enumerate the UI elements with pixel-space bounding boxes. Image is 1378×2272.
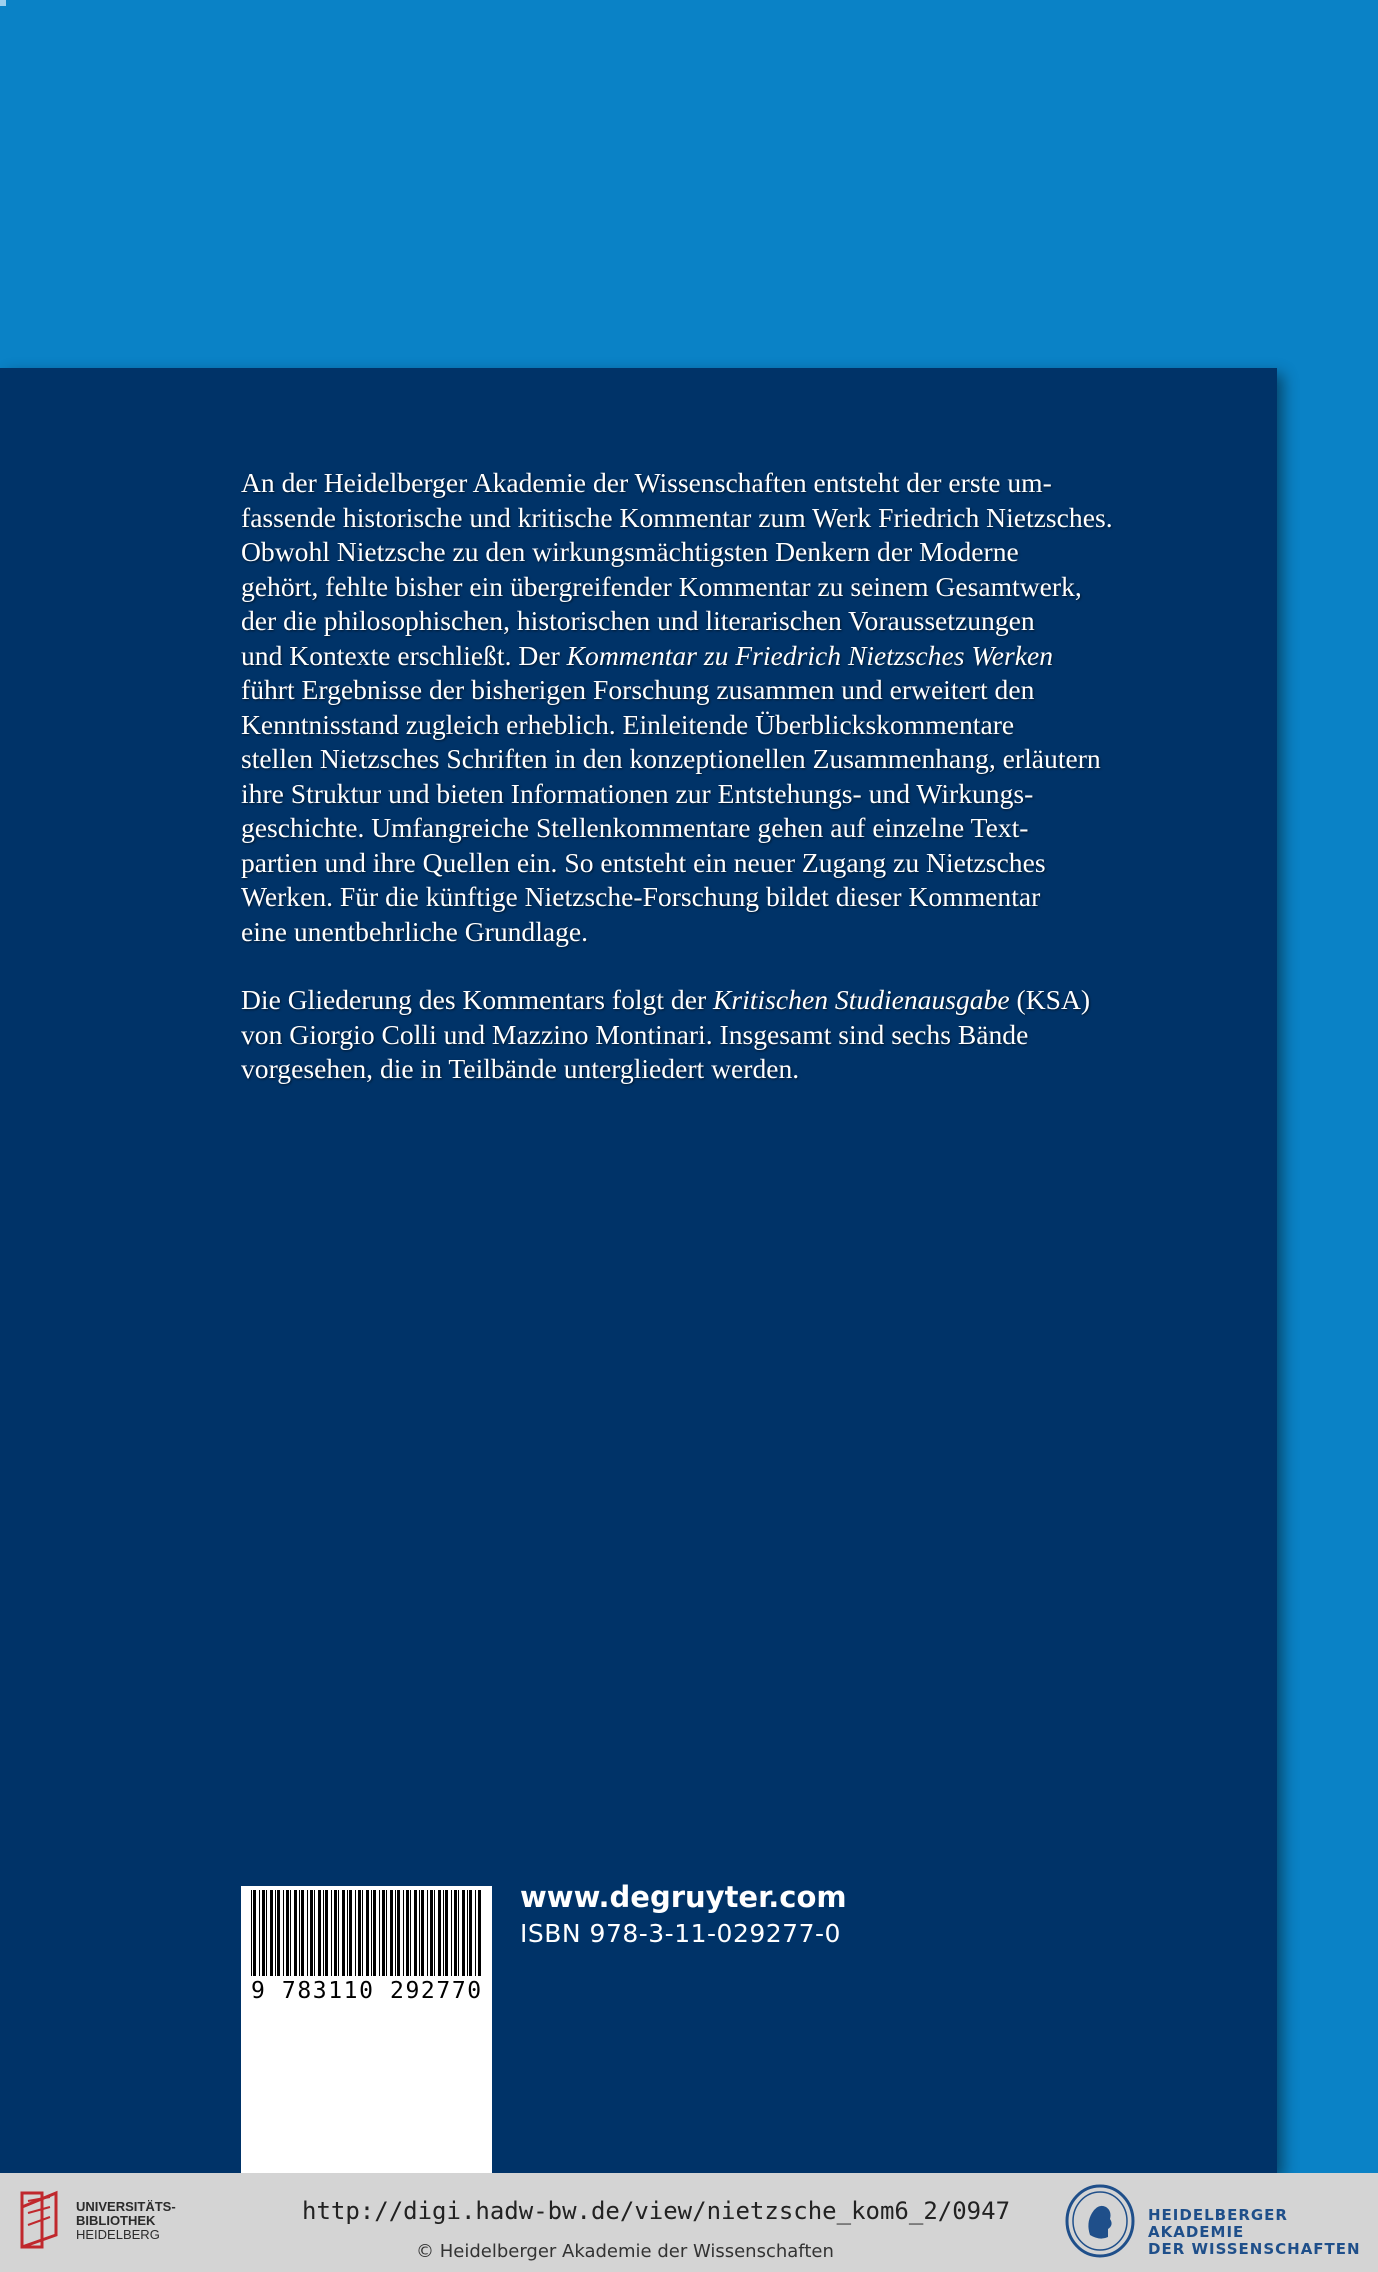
academy-line-1: HEIDELBERGER AKADEMIE bbox=[1148, 2206, 1288, 2241]
university-library-name bbox=[76, 2200, 176, 2242]
barcode-bar bbox=[427, 1890, 428, 1976]
barcode-bar bbox=[334, 1890, 337, 1976]
barcode-bar bbox=[314, 1890, 315, 1976]
library-line-1: UNIVERSITÄTS- bbox=[76, 2199, 176, 2214]
blurb-line: geschichte. Umfangreiche Stellenkommentare gehen auf einzelne Text- bbox=[241, 812, 1029, 843]
blurb-line: eine unentbehrliche Grundlage. bbox=[241, 915, 589, 947]
barcode-bar bbox=[443, 1890, 444, 1976]
barcode-bar bbox=[266, 1890, 267, 1976]
barcode-bar bbox=[270, 1890, 273, 1976]
isbn: ISBN 978-3-11-029277-0 bbox=[520, 1919, 841, 1948]
barcode-bar bbox=[349, 1890, 352, 1976]
blurb-line: fassende historische und kritische Kommentar zum Werk Friedrich Nietzsches. bbox=[241, 501, 1113, 533]
library-line-2: BIBLIOTHEK bbox=[76, 2213, 156, 2228]
barcode-bar bbox=[478, 1890, 481, 1976]
blurb-line: An der Heidelberger Akademie der Wissenschaften entsteht der erste um- bbox=[241, 467, 1052, 498]
barcode bbox=[241, 1886, 492, 2173]
barcode-bar bbox=[397, 1890, 400, 1976]
barcode-bar bbox=[325, 1890, 328, 1976]
blurb-line: Werken. Für die künftige Nietzsche-Forschung bildet dieser Kommentar bbox=[241, 881, 1041, 912]
barcode-bar bbox=[382, 1890, 385, 1976]
blurb-line: vorgesehen, die in Teilbände untergliedert werden. bbox=[241, 1053, 800, 1084]
barcode-bar bbox=[294, 1890, 297, 1976]
blurb-paragraph bbox=[241, 983, 1171, 1087]
barcode-bar bbox=[277, 1890, 280, 1976]
barcode-bar bbox=[262, 1890, 265, 1976]
barcode-bar bbox=[283, 1890, 284, 1976]
barcode-bar bbox=[366, 1890, 369, 1976]
barcode-bar bbox=[251, 1890, 252, 1976]
barcode-bar bbox=[462, 1890, 465, 1976]
barcode-bar bbox=[310, 1890, 313, 1976]
barcode-bar bbox=[434, 1890, 435, 1976]
barcode-bar bbox=[379, 1890, 380, 1976]
blurb-line: der die philosophischen, historischen und literarischen Voraussetzungen bbox=[241, 605, 1035, 636]
academy-seal-icon bbox=[1064, 2183, 1136, 2259]
barcode-bar bbox=[414, 1890, 417, 1976]
blurb-line: gehört, fehlte bisher ein übergreifender Kommentar zu seinem Gesamtwerk, bbox=[241, 570, 1082, 602]
barcode-bar bbox=[419, 1890, 420, 1976]
blurb-line: Kenntnisstand zugleich erheblich. Einleitende Überblickskommentare bbox=[241, 708, 1015, 740]
barcode-bar bbox=[430, 1890, 433, 1976]
copyright-notice: © Heidelberger Akademie der Wissenschaften bbox=[416, 2241, 834, 2262]
barcode-bar bbox=[259, 1890, 260, 1976]
permalink-url[interactable]: http://digi.hadw-bw.de/view/nietzsche_kom6_2/0947 bbox=[302, 2197, 1011, 2225]
barcode-bar bbox=[253, 1890, 256, 1976]
academy-name bbox=[1148, 2207, 1378, 2258]
barcode-bar bbox=[355, 1890, 356, 1976]
italic-title: Kritischen Studienausgabe bbox=[713, 984, 1010, 1015]
barcode-bars bbox=[249, 1890, 485, 1978]
digitization-footer bbox=[0, 2173, 1378, 2272]
barcode-bar bbox=[445, 1890, 448, 1976]
barcode-bar bbox=[454, 1890, 457, 1976]
barcode-bar bbox=[318, 1890, 321, 1976]
barcode-bar bbox=[342, 1890, 345, 1976]
barcode-bar bbox=[469, 1890, 472, 1976]
blurb-paragraph bbox=[241, 466, 1171, 949]
blurb-line: stellen Nietzsches Schriften in den konzeptionellen Zusammenhang, erläutern bbox=[241, 743, 1101, 774]
barcode-bar bbox=[421, 1890, 424, 1976]
barcode-bar bbox=[307, 1890, 308, 1976]
barcode-bar bbox=[395, 1890, 396, 1976]
corner-mark bbox=[0, 0, 6, 6]
blurb-line: Obwohl Nietzsche zu den wirkungsmächtigsten Denkern der Moderne bbox=[241, 536, 1019, 567]
barcode-digits: 9 783110 292770 bbox=[251, 1978, 483, 2004]
barcode-bar bbox=[451, 1890, 452, 1976]
italic-title: Kommentar zu Friedrich Nietzsches Werken bbox=[566, 639, 1054, 671]
academy-line-2: DER WISSENSCHAFTEN bbox=[1148, 2240, 1361, 2258]
barcode-bar bbox=[338, 1890, 339, 1976]
barcode-bar bbox=[371, 1890, 372, 1976]
barcode-bar bbox=[438, 1890, 441, 1976]
barcode-bar bbox=[299, 1890, 300, 1976]
blurb-line: ihre Struktur und bieten Informationen zur Entstehungs- und Wirkungs- bbox=[241, 777, 1034, 809]
blurb-line: von Giorgio Colli und Mazzino Montinari. Insgesamt sind sechs Bände bbox=[241, 1018, 1029, 1050]
blurb-line: und Kontexte erschließt. Der Kommentar zu Friedrich Nietzsches Werken bbox=[241, 639, 1054, 671]
barcode-bar bbox=[331, 1890, 332, 1976]
barcode-bar bbox=[373, 1890, 376, 1976]
barcode-bar bbox=[386, 1890, 387, 1976]
barcode-bar bbox=[410, 1890, 411, 1976]
blurb-line: Die Gliederung des Kommentars folgt der Kritischen Studienausgabe (KSA) bbox=[241, 984, 1091, 1015]
barcode-bar bbox=[290, 1890, 291, 1976]
university-library-logo-icon bbox=[14, 2187, 64, 2253]
blurb-line: partien und ihre Quellen ein. So entsteht ein neuer Zugang zu Nietzsches bbox=[241, 846, 1046, 878]
barcode-bar bbox=[301, 1890, 304, 1976]
barcode-bar bbox=[467, 1890, 468, 1976]
barcode-bar bbox=[390, 1890, 393, 1976]
publisher-url[interactable]: www.degruyter.com bbox=[520, 1880, 847, 1914]
barcode-bar bbox=[358, 1890, 361, 1976]
barcode-bar bbox=[475, 1890, 476, 1976]
barcode-bar bbox=[323, 1890, 324, 1976]
barcode-bar bbox=[362, 1890, 363, 1976]
library-line-3: HEIDELBERG bbox=[76, 2227, 160, 2242]
barcode-bar bbox=[347, 1890, 348, 1976]
barcode-bar bbox=[406, 1890, 409, 1976]
barcode-bar bbox=[275, 1890, 276, 1976]
barcode-bar bbox=[458, 1890, 459, 1976]
blurb-line: führt Ergebnisse der bisherigen Forschung zusammen und erweitert den bbox=[241, 674, 1035, 705]
barcode-bar bbox=[403, 1890, 404, 1976]
barcode-bar bbox=[286, 1890, 289, 1976]
cover-blurb bbox=[241, 466, 1171, 1121]
